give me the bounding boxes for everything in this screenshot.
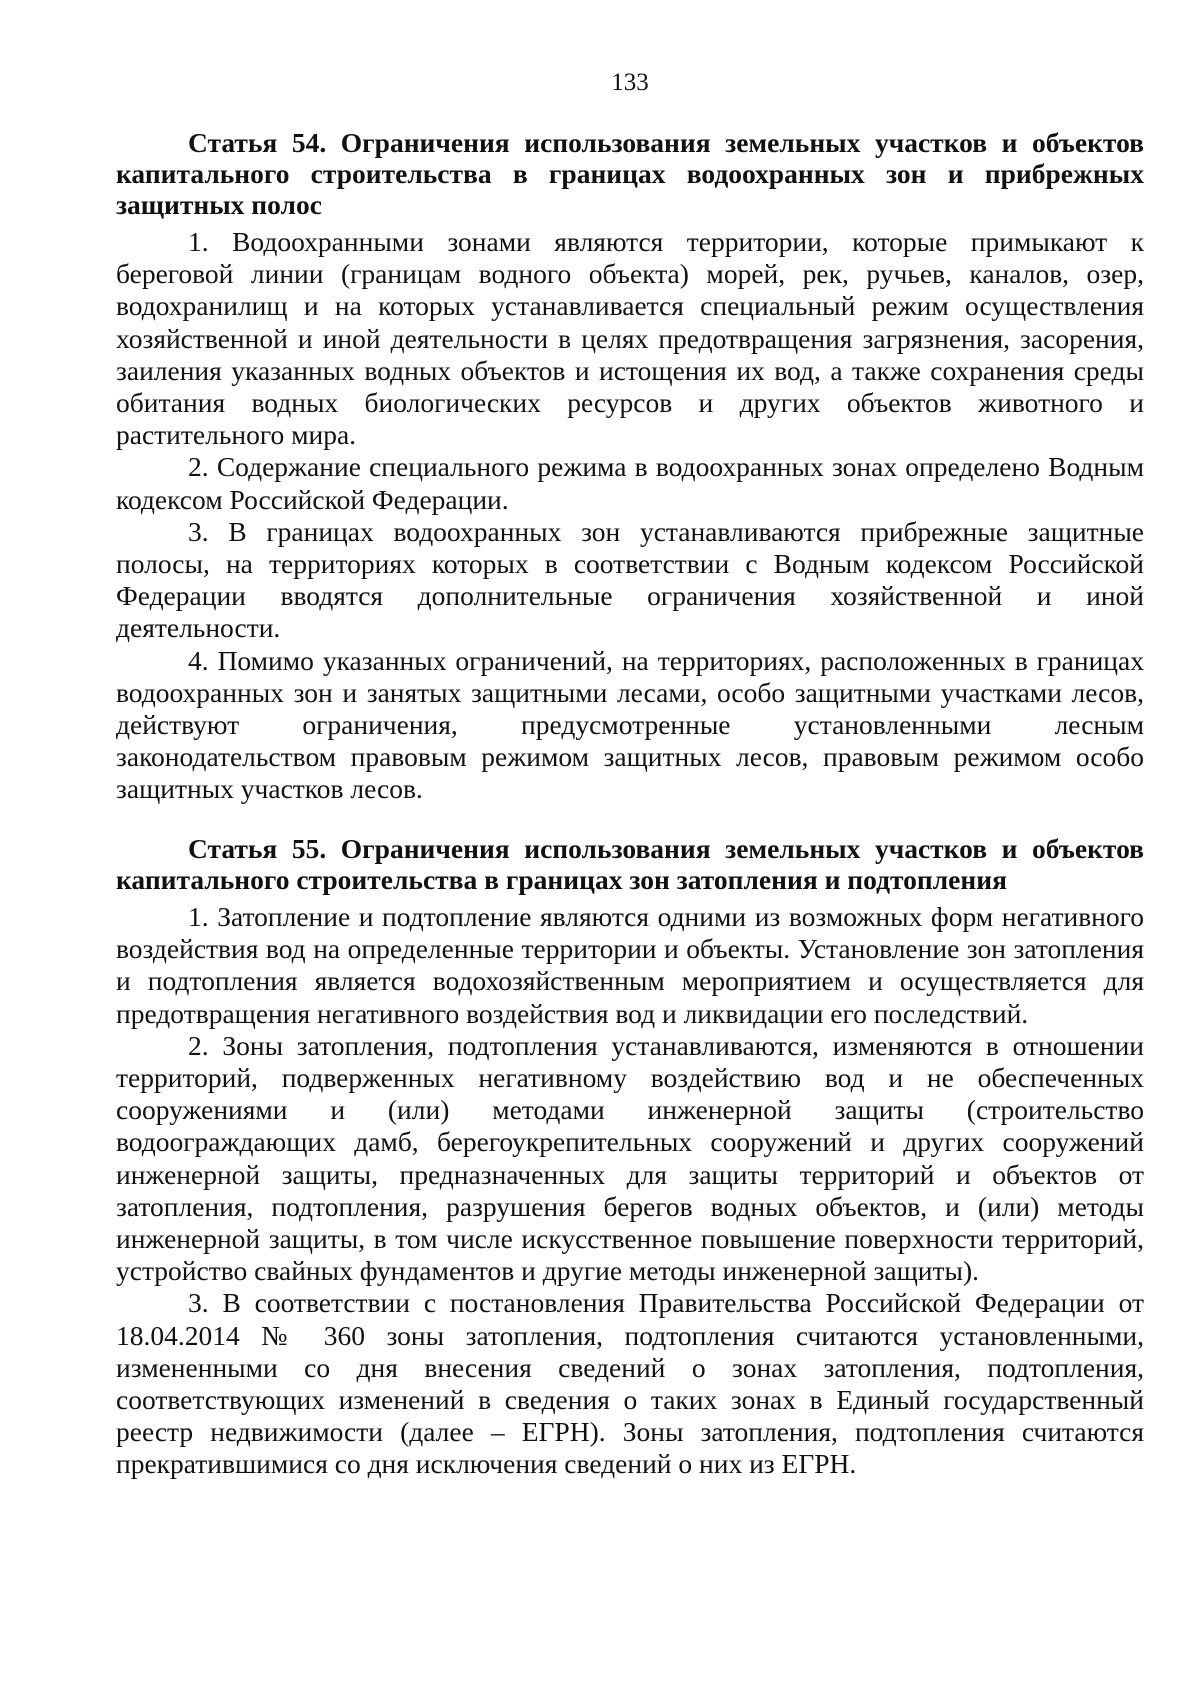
article-title: Статья 55. Ограничения использования земельных участков и объектов капитального строительства в границах зон затопления и подтопления [116, 833, 1144, 895]
article-paragraph: 2. Содержание специального режима в водоохранных зонах определено Водным кодексом Российской Федерации. [116, 451, 1144, 515]
page-number: 133 [611, 69, 649, 96]
article-54 [116, 127, 1144, 806]
article-paragraph: 3. В соответствии с постановления Правительства Российской Федерации от 18.04.2014 № 360 зоны затопления, подтопления считаются установленными, измененными со дня внесения сведений о зонах затопления, подтопления, соответствующих изменений в сведения о таких зонах в Единый государственный реестр недвижимости (далее – ЕГРН). Зоны затопления, подтопления считаются прекратившимися со дня исключения сведений о них из ЕГРН. [116, 1287, 1144, 1480]
article-paragraph: 1. Водоохранными зонами являются территории, которые примыкают к береговой линии (границам водного объекта) морей, рек, ручьев, каналов, озер, водохранилищ и на которых устанавливается специальный режим осуществления хозяйственной и иной деятельности в целях предотвращения загрязнения, засорения, заиления указанных водных объектов и истощения их вод, а также сохранения среды обитания водных биологических ресурсов и других объектов животного и растительного мира. [116, 226, 1144, 451]
article-title: Статья 54. Ограничения использования земельных участков и объектов капитального строительства в границах водоохранных зон и прибрежных защитных полос [116, 127, 1144, 220]
article-paragraph: 1. Затопление и подтопление являются одними из возможных форм негативного воздействия вод на определенные территории и объекты. Установление зон затопления и подтопления является водохозяйственным мероприятием и осуществляется для предотвращения негативного воздействия вод и ликвидации его последствий. [116, 901, 1144, 1029]
article-55 [116, 833, 1144, 1481]
article-paragraph: 4. Помимо указанных ограничений, на территориях, расположенных в границах водоохранных зон и занятых защитными лесами, особо защитными участками лесов, действуют ограничения, предусмотренные установленными лесным законодательством правовым режимом защитных лесов, правовым режимом особо защитных участков лесов. [116, 644, 1144, 805]
article-paragraph: 3. В границах водоохранных зон устанавливаются прибрежные защитные полосы, на территориях которых в соответствии с Водным кодексом Российской Федерации вводятся дополнительные ограничения хозяйственной и иной деятельности. [116, 515, 1144, 644]
article-paragraph: 2. Зоны затопления, подтопления устанавливаются, изменяются в отношении территорий, подверженных негативному воздействию вод и не обеспеченных сооружениями и (или) методами инженерной защиты (строительство водоограждающих дамб, берегоукрепительных сооружений и других сооружений инженерной защиты, предназначенных для защиты территорий и объектов от затопления, подтопления, разрушения берегов водных объектов, и (или) методы инженерной защиты, в том числе искусственное повышение поверхности территорий, устройство свайных фундаментов и другие методы инженерной защиты). [116, 1029, 1144, 1287]
